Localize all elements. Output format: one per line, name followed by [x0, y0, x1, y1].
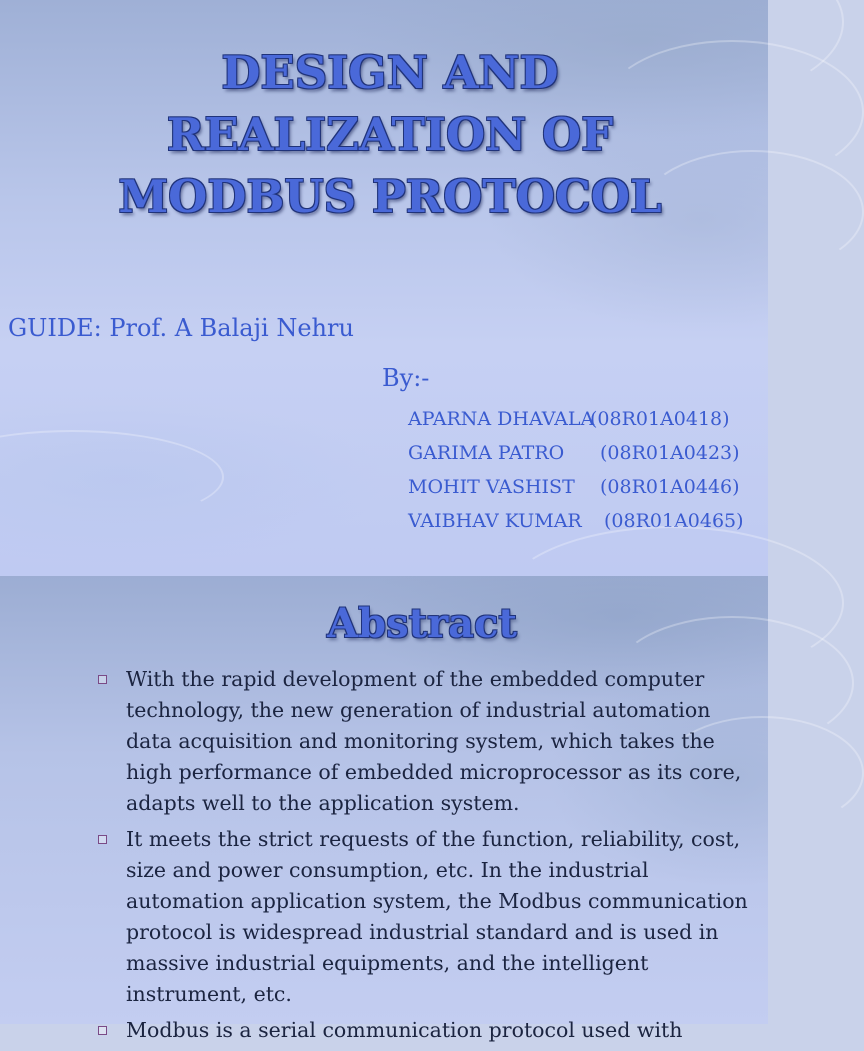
member-row — [408, 436, 758, 470]
title-slide — [0, 0, 768, 576]
member-row — [408, 470, 758, 504]
square-bullet-icon — [98, 1026, 107, 1035]
member-id: (08R01A0465) — [604, 510, 744, 532]
title-line: DESIGN AND — [221, 46, 559, 99]
member-id: (08R01A0423) — [600, 442, 740, 464]
background-wave — [0, 430, 224, 524]
slide-title — [40, 42, 740, 228]
guide-line: GUIDE: Prof. A Balaji Nehru — [8, 314, 354, 342]
by-label: By:- — [382, 364, 430, 392]
bullet-item — [96, 824, 756, 1010]
bullet-item — [96, 664, 756, 819]
title-line: REALIZATION OF — [166, 108, 614, 161]
title-line: MODBUS PROTOCOL — [118, 170, 662, 223]
bullet-item — [96, 1015, 756, 1046]
member-name: APARNA DHAVALA — [408, 408, 595, 430]
member-name: GARIMA PATRO — [408, 442, 565, 464]
member-list — [408, 402, 758, 538]
member-name: VAIBHAV KUMAR — [408, 510, 582, 532]
abstract-slide — [0, 576, 768, 1042]
member-id: (08R01A0418) — [590, 408, 730, 430]
abstract-heading: Abstract — [327, 600, 517, 647]
member-id: (08R01A0446) — [600, 476, 740, 498]
abstract-bullet-list — [96, 664, 756, 1051]
square-bullet-icon — [98, 835, 107, 844]
bullet-text: It meets the strict requests of the function, reliability, cost, size and power consumption, etc. In the industrial automation application system, the Modbus communication protocol is widespread industrial standard and is used in massive industrial equipments, and the intelligent instrument, etc. — [126, 827, 748, 1006]
bullet-text: With the rapid development of the embedded computer technology, the new generation of industrial automation data acquisition and monitoring system, which takes the high performance of embedded microprocessor as its core, adapts well to the application system. — [126, 667, 742, 815]
member-name: MOHIT VASHIST — [408, 476, 575, 498]
member-row — [408, 402, 758, 436]
square-bullet-icon — [98, 675, 107, 684]
bullet-text: Modbus is a serial communication protocol used with — [126, 1018, 683, 1042]
